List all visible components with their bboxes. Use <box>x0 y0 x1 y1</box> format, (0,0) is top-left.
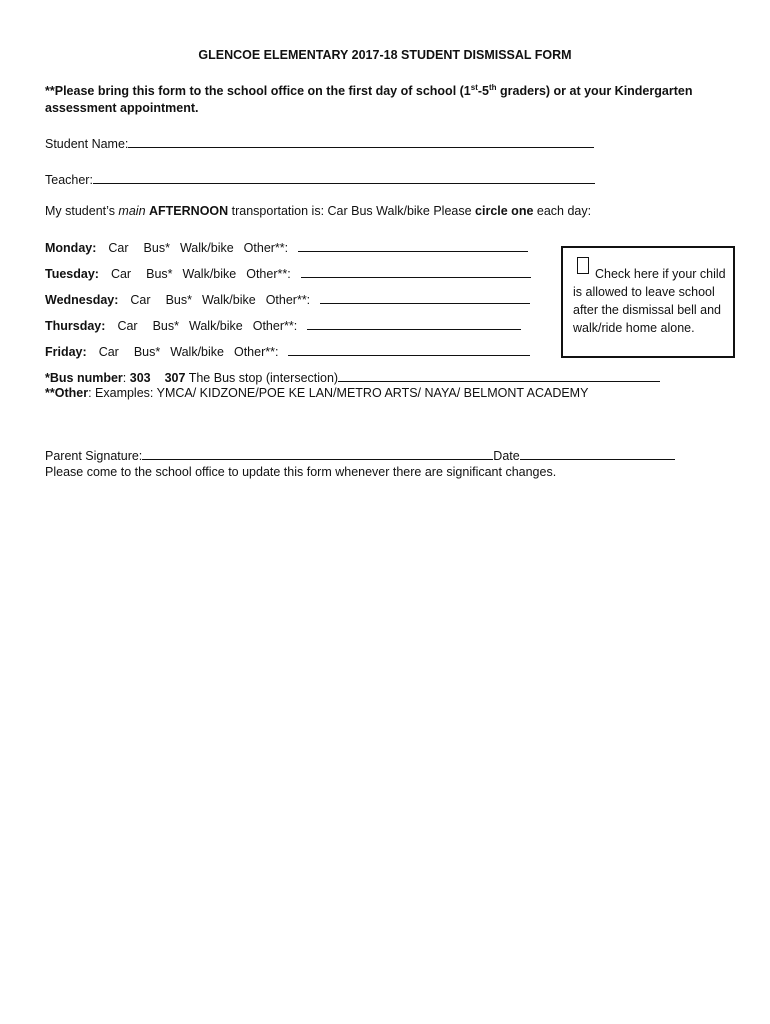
other-field[interactable] <box>320 291 530 304</box>
option-car[interactable]: Car <box>117 319 138 333</box>
transport-text: My student’s <box>45 204 119 218</box>
bus-307-option[interactable]: 307 <box>164 371 186 385</box>
transport-afternoon-emphasis: AFTERNOON <box>149 204 229 218</box>
other-examples-text: : Examples: YMCA/ KIDZONE/POE KE LAN/METRO ARTS/ NAYA/ BELMONT ACADEMY <box>88 386 589 400</box>
bus-303-option[interactable]: 303 <box>129 371 151 385</box>
student-name-label: Student Name: <box>45 137 129 151</box>
day-row-tuesday <box>45 265 531 281</box>
parent-signature-field[interactable] <box>142 447 493 460</box>
day-row-monday <box>45 239 528 255</box>
option-other[interactable]: Other**: <box>265 293 311 307</box>
student-name-field[interactable] <box>128 135 594 148</box>
option-bus[interactable]: Bus* <box>165 293 192 307</box>
date-field[interactable] <box>520 447 675 460</box>
day-label: Monday: <box>45 241 97 255</box>
other-field[interactable] <box>288 343 530 356</box>
transport-main-emphasis: main <box>118 204 146 218</box>
instruction-line-2: assessment appointment. <box>45 101 199 115</box>
teacher-field[interactable] <box>93 171 595 184</box>
option-walk-bike[interactable]: Walk/bike <box>189 319 243 333</box>
separator: : <box>122 371 130 385</box>
walk-alone-panel <box>561 246 735 358</box>
instruction-line-1 <box>45 83 692 98</box>
option-other[interactable]: Other**: <box>252 319 298 333</box>
update-note: Please come to the school office to update this form whenever there are significant changes. <box>45 465 557 479</box>
other-examples-label: **Other <box>45 386 89 400</box>
other-field[interactable] <box>298 239 528 252</box>
option-bus[interactable]: Bus* <box>133 345 161 359</box>
day-label: Thursday: <box>45 319 106 333</box>
option-bus[interactable]: Bus* <box>143 241 170 255</box>
transport-text: transportation is: Car Bus Walk/bike Please <box>228 204 476 218</box>
option-car[interactable]: Car <box>108 241 129 255</box>
other-field[interactable] <box>307 317 521 330</box>
option-other[interactable]: Other**: <box>233 345 279 359</box>
instruction-text: **Please bring this form to the school office on the first day of school (1 <box>45 84 471 99</box>
superscript-st: st <box>470 83 478 92</box>
day-label: Tuesday: <box>45 267 99 281</box>
bus-stop-field[interactable] <box>338 369 660 382</box>
transport-text: each day: <box>533 204 592 218</box>
option-walk-bike[interactable]: Walk/bike <box>179 241 234 255</box>
transport-instruction <box>45 204 591 218</box>
instruction-text: -5 <box>477 84 490 99</box>
superscript-th: th <box>489 83 497 92</box>
form-title: GLENCOE ELEMENTARY 2017-18 STUDENT DISMISSAL FORM <box>198 48 572 62</box>
bus-number-label: *Bus number <box>45 371 123 385</box>
day-row-thursday <box>45 317 521 333</box>
option-bus[interactable]: Bus* <box>152 319 179 333</box>
day-row-friday <box>45 343 530 359</box>
day-label: Friday: <box>45 345 87 359</box>
date-label: Date <box>493 449 520 463</box>
option-walk-bike[interactable]: Walk/bike <box>201 293 256 307</box>
checkbox-text: Check here if your child is allowed to leave school after the dismissal bell and walk/ride home alone. <box>573 267 726 335</box>
option-car[interactable]: Car <box>130 293 151 307</box>
student-name-row <box>45 135 594 151</box>
option-car[interactable]: Car <box>98 345 119 359</box>
other-field[interactable] <box>301 265 531 278</box>
other-examples-row <box>45 386 588 400</box>
walk-alone-checkbox-label <box>573 265 731 337</box>
circle-one-emphasis: circle one <box>475 204 534 218</box>
signature-row <box>45 447 675 463</box>
teacher-row <box>45 171 595 187</box>
parent-signature-label: Parent Signature: <box>45 449 143 463</box>
option-bus[interactable]: Bus* <box>146 267 173 281</box>
option-walk-bike[interactable]: Walk/bike <box>170 345 224 359</box>
instruction-text: graders) or at your Kindergarten <box>496 84 693 99</box>
option-walk-bike[interactable]: Walk/bike <box>182 267 237 281</box>
option-other[interactable]: Other**: <box>246 267 291 281</box>
bus-stop-label: The Bus stop (intersection) <box>185 371 339 385</box>
teacher-label: Teacher: <box>45 173 93 187</box>
bus-number-row <box>45 369 660 385</box>
option-car[interactable]: Car <box>110 267 132 281</box>
option-other[interactable]: Other**: <box>243 241 289 255</box>
day-label: Wednesday: <box>45 293 119 307</box>
day-row-wednesday <box>45 291 530 307</box>
